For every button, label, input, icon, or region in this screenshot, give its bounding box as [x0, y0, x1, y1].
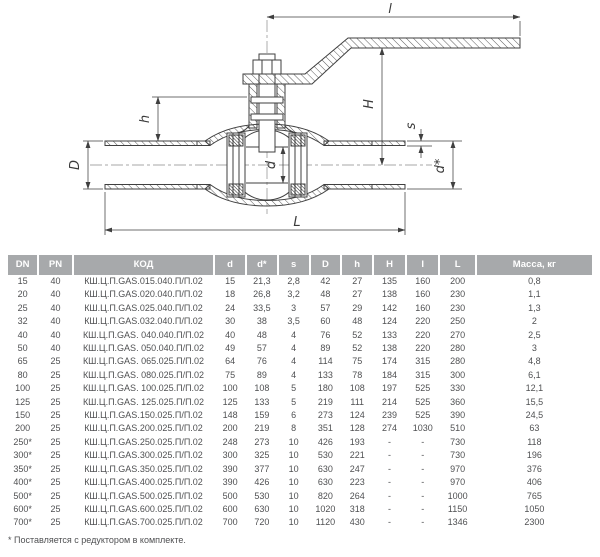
table-cell: 33,5 [253, 302, 271, 313]
table-cell: 200 [450, 276, 466, 286]
table-cell: 330 [450, 383, 466, 394]
dim-label-length-L: L [293, 215, 301, 230]
table-cell: 133 [254, 396, 270, 407]
table-cell: 315 [415, 356, 431, 367]
table-cell: 2300 [524, 517, 545, 528]
table-cell: 118 [527, 436, 542, 447]
table-cell: 48 [256, 329, 267, 340]
table-cell: 273 [317, 410, 333, 421]
table-cell: 124 [382, 316, 398, 327]
table-cell: 12,1 [525, 383, 544, 394]
table-cell: 50 [17, 343, 28, 354]
table-cell: 100 [15, 383, 31, 394]
table-cell: 26,8 [253, 289, 271, 300]
table-cell: 351 [317, 423, 333, 434]
table-cell: 25 [50, 396, 61, 407]
table-cell: 360 [450, 396, 466, 407]
table-cell: 390 [222, 477, 238, 488]
table-row [8, 315, 592, 328]
table-cell: 150 [15, 410, 31, 421]
table-cell: 3 [291, 302, 297, 313]
table-cell: 10 [288, 450, 299, 461]
table-header-row [8, 255, 592, 275]
table-cell: 400* [13, 477, 32, 488]
table-cell: 247 [349, 463, 365, 474]
table-cell: 406 [526, 477, 542, 488]
table-cell: 3,2 [287, 289, 300, 300]
table-cell: 1346 [447, 517, 468, 528]
table-cell: КШ.Ц.П.GAS.015.040.П/П.02 [84, 276, 203, 286]
table-cell: 40 [17, 329, 28, 340]
dim-label-diameter-D: D [68, 159, 83, 171]
table-cell: 25 [50, 450, 61, 461]
table-cell: 40 [50, 302, 61, 313]
table-cell: 970 [450, 463, 466, 474]
table-cell: 40 [50, 289, 61, 300]
table-cell: - [421, 463, 425, 474]
table-cell: 525 [415, 396, 431, 407]
table-cell: 10 [288, 436, 299, 447]
table-row [8, 449, 592, 462]
table-cell: 40 [50, 329, 61, 340]
table-cell: 230 [450, 302, 466, 313]
table-cell: 230 [450, 289, 466, 300]
table-cell: 525 [415, 410, 431, 421]
table-cell: 6,1 [528, 369, 541, 380]
dim-label-neck-h: h [138, 114, 153, 124]
table-cell: КШ.Ц.П.GAS.300.025.П/П.02 [84, 450, 203, 461]
table-row [8, 329, 592, 342]
table-cell: 160 [415, 289, 431, 300]
table-cell: 193 [349, 436, 365, 447]
table-cell: - [421, 490, 425, 501]
table-cell: 160 [415, 302, 431, 313]
table-cell: 21,3 [253, 276, 271, 286]
table-cell: 720 [254, 517, 270, 528]
table-cell: 0,8 [528, 276, 541, 286]
table-cell: 25 [50, 383, 61, 394]
table-cell: 52 [352, 343, 363, 354]
table-cell: 135 [382, 276, 398, 286]
table-cell: 1120 [315, 517, 336, 528]
seat-ring-left [227, 133, 245, 197]
table-cell: 2 [531, 316, 537, 327]
table-cell: 138 [382, 289, 398, 300]
handle [243, 38, 520, 84]
table-cell: 65 [17, 356, 28, 367]
table-cell: 530 [317, 450, 333, 461]
table-cell: 27 [352, 289, 363, 300]
table-row [8, 369, 592, 382]
table-cell: 220 [415, 329, 431, 340]
table-cell: КШ.Ц.П.GAS.350.025.П/П.02 [84, 463, 203, 474]
table-cell: 273 [254, 436, 270, 447]
table-cell: 148 [222, 410, 238, 421]
table-cell: 125 [15, 396, 31, 407]
column-header: I [407, 255, 438, 275]
table-cell: - [388, 490, 392, 501]
table-cell: 159 [254, 410, 270, 421]
table-cell: 29 [352, 302, 363, 313]
table-cell: 600* [13, 503, 32, 514]
table-cell: 10 [288, 517, 299, 528]
table-cell: 300 [450, 369, 466, 380]
table-row [8, 422, 592, 435]
table-cell: 197 [382, 383, 398, 394]
column-header: D [311, 255, 341, 275]
table-cell: 4 [291, 369, 297, 380]
table-cell: - [388, 503, 392, 514]
table-cell: КШ.Ц.П.GAS.400.025.П/П.02 [84, 477, 203, 488]
table-cell: 318 [349, 503, 365, 514]
table-row [8, 275, 592, 288]
table-cell: 60 [320, 316, 331, 327]
table-cell: КШ.Ц.П.GAS. 040.040.П/П.02 [82, 329, 205, 340]
table-cell: 80 [17, 369, 28, 380]
table-cell: 180 [317, 383, 333, 394]
table-cell: 223 [349, 477, 365, 488]
table-cell: 184 [382, 369, 398, 380]
table-cell: 108 [349, 383, 365, 394]
table-cell: 89 [256, 369, 267, 380]
table-cell: - [388, 477, 392, 488]
table-cell: 390 [450, 410, 466, 421]
table-cell: - [421, 517, 425, 528]
table-cell: 3 [531, 343, 537, 354]
table-cell: 196 [526, 450, 542, 461]
table-cell: 430 [349, 517, 365, 528]
table-cell: 142 [382, 302, 398, 313]
table-cell: 25 [50, 490, 61, 501]
table-cell: 325 [254, 450, 270, 461]
table-cell: 25 [17, 302, 28, 313]
table-cell: 219 [317, 396, 333, 407]
table-cell: 24 [225, 302, 236, 313]
footnote: * Поставляется с редуктором в комплекте. [8, 534, 186, 545]
table-cell: 48 [352, 316, 363, 327]
table-cell: 52 [352, 329, 363, 340]
table-cell: - [388, 463, 392, 474]
table-cell: - [421, 450, 425, 461]
table-row [8, 382, 592, 395]
table-cell: КШ.Ц.П.GAS.600.025.П/П.02 [84, 503, 203, 514]
table-row [8, 342, 592, 355]
table-cell: 300* [13, 450, 32, 461]
table-cell: 220 [415, 343, 431, 354]
table-row [8, 503, 592, 516]
table-cell: 200 [222, 423, 238, 434]
table-cell: 30 [225, 316, 236, 327]
table-cell: 510 [450, 423, 466, 434]
table-cell: 820 [317, 490, 333, 501]
table-cell: 1050 [524, 503, 545, 514]
table-cell: 315 [415, 369, 431, 380]
table-cell: 274 [382, 423, 398, 434]
table-cell: 10 [288, 490, 299, 501]
table-cell: 57 [256, 343, 267, 354]
table-header [8, 255, 592, 275]
table-cell: 133 [382, 329, 398, 340]
table-cell: 63 [529, 423, 540, 434]
table-cell: 4 [291, 356, 297, 367]
column-header: КОД [74, 255, 213, 275]
table-cell: 426 [317, 436, 333, 447]
table-cell: 8 [291, 423, 297, 434]
table-cell: 75 [352, 356, 363, 367]
table-cell: КШ.Ц.П.GAS. 100.025.П/П.02 [82, 383, 205, 394]
table-cell: 248 [222, 436, 238, 447]
table-cell: 5 [291, 396, 297, 407]
table-cell: 40 [50, 276, 61, 286]
table-cell: 390 [222, 463, 238, 474]
table-row [8, 396, 592, 409]
valve-drawing-area [0, 0, 600, 253]
table-cell: КШ.Ц.П.GAS.200.025.П/П.02 [84, 423, 203, 434]
table-cell: 250* [13, 436, 32, 447]
table-cell: 525 [415, 383, 431, 394]
table-cell: 3,5 [287, 316, 300, 327]
table-cell: 124 [349, 410, 365, 421]
table-cell: 1030 [412, 423, 433, 434]
table-cell: 630 [254, 503, 270, 514]
dim-label-end-diameter: d* [433, 158, 448, 174]
table-cell: 138 [382, 343, 398, 354]
table-cell: 25 [50, 410, 61, 421]
table-row [8, 490, 592, 503]
table-cell: 114 [318, 356, 333, 367]
table-cell: 25 [50, 423, 61, 434]
table-cell: 128 [349, 423, 365, 434]
table-cell: 160 [415, 276, 431, 286]
table-cell: 765 [526, 490, 542, 501]
table-cell: 40 [50, 343, 61, 354]
table-cell: 25 [50, 369, 61, 380]
table-row [8, 476, 592, 489]
column-header: d* [247, 255, 277, 275]
ball-valve-drawing [0, 0, 600, 253]
table-row [8, 409, 592, 422]
dimensions-table [6, 255, 594, 530]
table-cell: 108 [254, 383, 270, 394]
table-cell: КШ.Ц.П.GAS. 065.025.П/П.02 [82, 356, 205, 367]
table-cell: 20 [17, 289, 28, 300]
table-cell: КШ.Ц.П.GAS.250.025.П/П.02 [84, 436, 203, 447]
table-cell: 32 [17, 316, 28, 327]
table-cell: 6 [291, 410, 297, 421]
table-cell: 75 [225, 369, 236, 380]
table-cell: 239 [382, 410, 398, 421]
table-cell: 76 [256, 356, 267, 367]
table-cell: КШ.Ц.П.GAS. 050.040.П/П.02 [82, 343, 205, 354]
dimension-lines [83, 17, 520, 235]
table-cell: 25 [50, 477, 61, 488]
dim-label-bore-d: d [264, 160, 279, 170]
table-cell: 4 [291, 343, 297, 354]
table-cell: 25 [50, 517, 61, 528]
table-cell: 970 [450, 477, 466, 488]
table-cell: КШ.Ц.П.GAS.025.040.П/П.02 [84, 302, 203, 313]
table-cell: 600 [222, 503, 238, 514]
table-cell: 264 [349, 490, 365, 501]
table-row [8, 288, 592, 301]
table-cell: 4,8 [528, 356, 541, 367]
table-cell: 125 [222, 396, 238, 407]
table-cell: 24,5 [525, 410, 544, 421]
table-cell: 221 [349, 450, 365, 461]
table-cell: 377 [254, 463, 270, 474]
table-cell: 42 [320, 276, 331, 286]
table-cell: 2,5 [528, 329, 541, 340]
table-cell: 49 [225, 343, 236, 354]
table-cell: 10 [288, 477, 299, 488]
table-cell: КШ.Ц.П.GAS. 125.025.П/П.02 [82, 396, 205, 407]
table-cell: 4 [291, 329, 297, 340]
column-header: PN [39, 255, 72, 275]
table-cell: 426 [254, 477, 270, 488]
table-cell: 280 [450, 356, 466, 367]
table-cell: 376 [526, 463, 542, 474]
column-header: d [215, 255, 245, 275]
table-cell: 18 [225, 289, 236, 300]
table-cell: 25 [50, 356, 61, 367]
table-cell: КШ.Ц.П.GAS.020.040.П/П.02 [84, 289, 203, 300]
table-cell: 200 [15, 423, 31, 434]
table-cell: 40 [50, 316, 61, 327]
table-cell: 25 [50, 463, 61, 474]
table-cell: 57 [320, 302, 331, 313]
dim-label-height-H: H [362, 99, 377, 109]
table-cell: КШ.Ц.П.GAS.700.025.П/П.02 [84, 517, 203, 528]
table-cell: 1,1 [528, 289, 541, 300]
table-cell: 133 [317, 369, 333, 380]
table-row [8, 355, 592, 368]
table-cell: 730 [450, 436, 466, 447]
column-header: DN [8, 255, 37, 275]
table-cell: - [388, 517, 392, 528]
table-row [8, 302, 592, 315]
table-cell: 100 [222, 383, 238, 394]
table-cell: 25 [50, 503, 61, 514]
column-header: Масса, кг [477, 255, 592, 275]
table-cell: 40 [225, 329, 236, 340]
table-cell: 300 [222, 450, 238, 461]
table-cell: 2,8 [287, 276, 300, 286]
table-cell: 38 [256, 316, 267, 327]
table-cell: - [421, 436, 425, 447]
table-cell: 1150 [447, 503, 468, 514]
table-cell: - [421, 503, 425, 514]
table-cell: 630 [317, 477, 333, 488]
table-cell: - [388, 436, 392, 447]
table-cell: КШ.Ц.П.GAS.500.025.П/П.02 [84, 490, 203, 501]
column-header: h [342, 255, 372, 275]
column-header: L [440, 255, 474, 275]
table-cell: 10 [288, 463, 299, 474]
table-row [8, 436, 592, 449]
table-cell: 174 [382, 356, 398, 367]
table-cell: 25 [50, 436, 61, 447]
table-cell: 270 [450, 329, 466, 340]
stem-nut [253, 60, 281, 74]
table-cell: 220 [415, 316, 431, 327]
table-cell: 111 [350, 396, 365, 407]
table-cell: 500 [222, 490, 238, 501]
table-cell: 630 [317, 463, 333, 474]
table-cell: КШ.Ц.П.GAS. 080.025.П/П.02 [82, 369, 205, 380]
table-cell: 15,5 [525, 396, 544, 407]
table-cell: 280 [450, 343, 466, 354]
table-body [8, 275, 592, 530]
table-cell: 78 [352, 369, 363, 380]
table-cell: 1020 [315, 503, 336, 514]
table-cell: 214 [382, 396, 398, 407]
table-cell: 250 [450, 316, 466, 327]
table-cell: 700 [222, 517, 238, 528]
table-cell: 15 [225, 276, 236, 286]
column-header: H [374, 255, 405, 275]
dim-label-handle-length: l [388, 2, 392, 17]
table-cell: КШ.Ц.П.GAS.032.040.П/П.02 [84, 316, 203, 327]
table-cell: 15 [17, 276, 28, 286]
table-cell: 27 [352, 276, 363, 286]
table-cell: - [421, 477, 425, 488]
column-header: s [279, 255, 309, 275]
table-cell: 64 [225, 356, 236, 367]
table-row [8, 463, 592, 476]
seat-ring-right [289, 133, 307, 197]
table-cell: 500* [13, 490, 32, 501]
table-cell: 5 [291, 383, 297, 394]
table-cell: 219 [254, 423, 270, 434]
table-row [8, 516, 592, 529]
table-cell: 530 [254, 490, 270, 501]
table-cell: 89 [320, 343, 331, 354]
table-cell: - [388, 450, 392, 461]
table-cell: 350* [13, 463, 32, 474]
table-cell: 10 [288, 503, 299, 514]
dim-label-wall-s: s [404, 122, 419, 130]
table-cell: 1,3 [528, 302, 541, 313]
table-cell: КШ.Ц.П.GAS.150.025.П/П.02 [84, 410, 203, 421]
table-cell: 1000 [447, 490, 468, 501]
table-cell: 76 [320, 329, 331, 340]
table-cell: 48 [320, 289, 331, 300]
table-cell: 700* [13, 517, 32, 528]
table-cell: 730 [450, 450, 466, 461]
